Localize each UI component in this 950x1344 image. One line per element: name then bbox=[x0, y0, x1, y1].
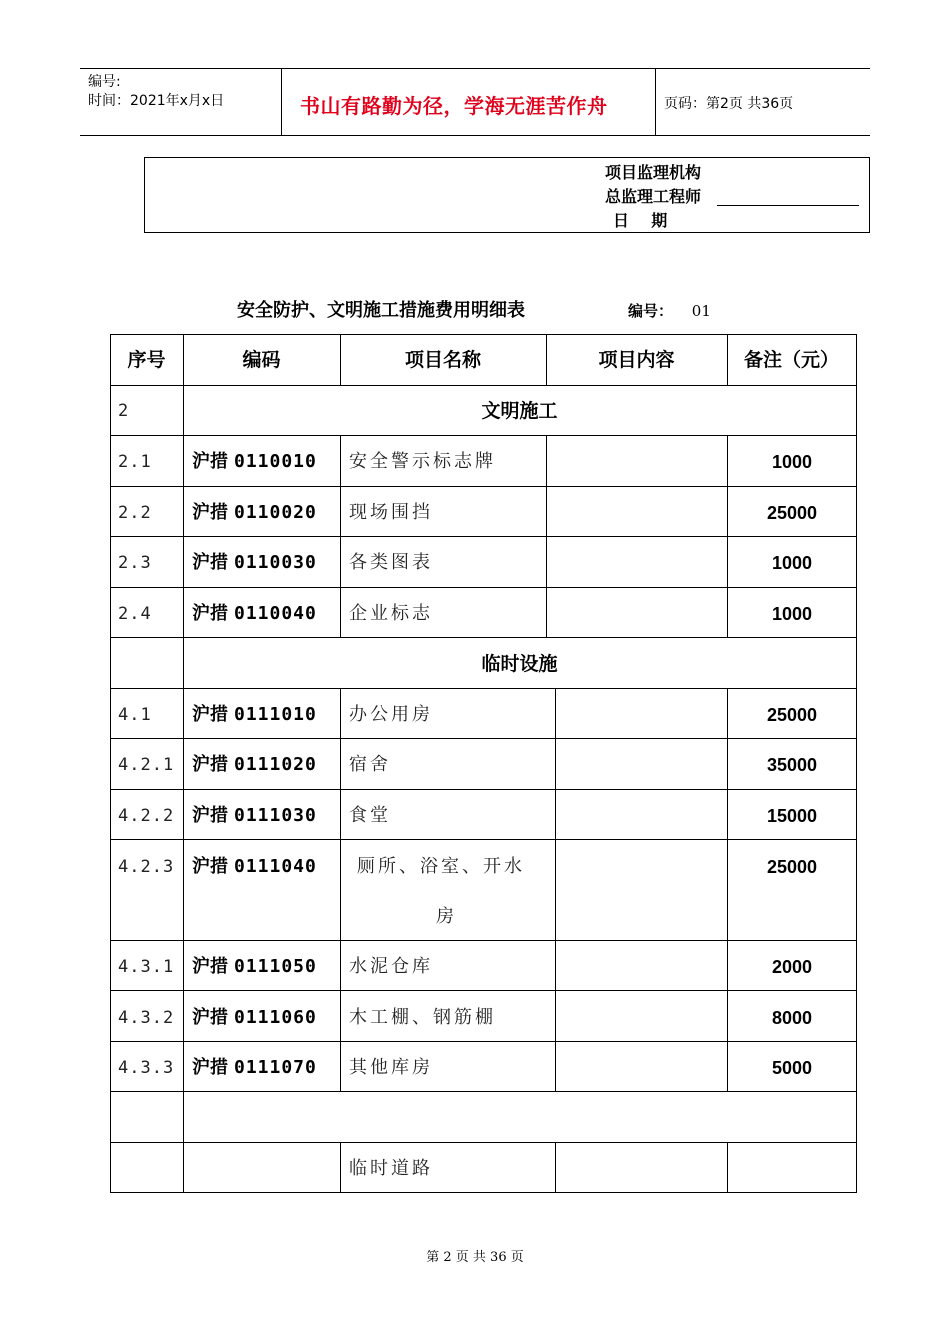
item-no: 2.1 bbox=[118, 452, 152, 472]
item-no: 4.3.3 bbox=[118, 1058, 175, 1078]
table-number bbox=[628, 300, 711, 321]
item-code-number: 0111030 bbox=[234, 805, 317, 826]
item-amount: 15000 bbox=[766, 806, 818, 826]
item-name: 办公用房 bbox=[349, 704, 433, 725]
col-header-content: 项目内容 bbox=[598, 349, 675, 371]
item-code-prefix: 沪措 bbox=[192, 1007, 228, 1028]
date-label: 日 期 bbox=[613, 211, 668, 230]
item-code bbox=[192, 589, 317, 639]
section-no: 2 bbox=[118, 401, 130, 421]
item-amount: 25000 bbox=[766, 857, 818, 877]
item-code-number: 0111050 bbox=[234, 956, 317, 977]
item-code-number: 0111060 bbox=[234, 1007, 317, 1028]
table-number-value: 01 bbox=[691, 302, 711, 320]
item-amount: 1000 bbox=[771, 603, 813, 624]
item-code bbox=[192, 1043, 317, 1093]
item-name: 安全警示标志牌 bbox=[349, 451, 496, 472]
header-time-label: 时间：2021年x月x日 bbox=[88, 93, 225, 109]
supervision-org-label: 项目监理机构 bbox=[605, 163, 702, 182]
signature-box bbox=[144, 157, 870, 233]
item-code-prefix: 沪措 bbox=[192, 956, 228, 977]
item-code-prefix: 沪措 bbox=[192, 704, 228, 725]
item-name: 食堂 bbox=[349, 805, 391, 826]
table-rule bbox=[340, 1142, 341, 1193]
item-code-number: 0110020 bbox=[234, 501, 317, 523]
item-amount: 25000 bbox=[766, 705, 818, 725]
header-divider bbox=[655, 68, 656, 136]
item-code-number: 0111040 bbox=[234, 856, 317, 877]
item-code-number: 0111020 bbox=[234, 754, 317, 775]
table-rule bbox=[555, 1142, 556, 1193]
item-name: 水泥仓库 bbox=[349, 956, 433, 977]
table-rule bbox=[110, 1192, 857, 1193]
item-name: 木工棚、钢筋棚 bbox=[349, 1007, 496, 1028]
item-no: 4.3.2 bbox=[118, 1008, 175, 1028]
signature-line bbox=[717, 205, 859, 206]
table-rule bbox=[856, 334, 857, 1193]
page-footer: 第 2 页 共 36 页 bbox=[426, 1250, 524, 1265]
item-amount: 5000 bbox=[771, 1058, 813, 1078]
item-no: 4.1 bbox=[118, 705, 152, 725]
table-rule bbox=[340, 688, 341, 1092]
item-name: 厕所、浴室、开水 bbox=[357, 856, 525, 877]
header-page-info: 页码：第2页 共36页 bbox=[664, 96, 794, 112]
item-code bbox=[192, 993, 317, 1043]
item-code bbox=[192, 842, 317, 892]
item-code-number: 0110030 bbox=[234, 552, 317, 573]
section-title: 临时设施 bbox=[481, 653, 558, 675]
table-rule bbox=[340, 435, 341, 638]
item-amount: 1000 bbox=[771, 553, 813, 573]
table-rule bbox=[183, 334, 184, 1193]
item-code-number: 0110010 bbox=[234, 451, 317, 472]
item-code bbox=[192, 942, 317, 992]
item-code bbox=[192, 437, 317, 487]
item-code bbox=[192, 538, 317, 588]
item-amount: 25000 bbox=[766, 502, 818, 523]
item-code-prefix: 沪措 bbox=[192, 1057, 228, 1078]
item-amount: 35000 bbox=[766, 755, 818, 775]
item-code bbox=[192, 791, 317, 841]
item-no: 4.2.1 bbox=[118, 755, 175, 775]
header-top-rule bbox=[80, 68, 870, 69]
item-name: 临时道路 bbox=[349, 1158, 433, 1179]
header-divider bbox=[281, 68, 282, 136]
table-rule bbox=[555, 688, 556, 1092]
item-no: 2.4 bbox=[118, 603, 152, 624]
header-motto: 书山有路勤为径，学海无涯苦作舟 bbox=[300, 94, 608, 118]
item-code-prefix: 沪措 bbox=[192, 501, 228, 523]
item-code bbox=[192, 488, 317, 538]
item-code-prefix: 沪措 bbox=[192, 451, 228, 472]
table-number-label: 编号： bbox=[628, 302, 674, 320]
table-rule bbox=[546, 435, 547, 638]
item-amount: 8000 bbox=[771, 1008, 813, 1028]
item-code-prefix: 沪措 bbox=[192, 602, 228, 624]
table-rule bbox=[110, 334, 111, 1193]
table-rule bbox=[110, 940, 857, 941]
item-amount: 2000 bbox=[771, 957, 813, 977]
table-title: 安全防护、文明施工措施费用明细表 bbox=[237, 300, 525, 321]
item-code-prefix: 沪措 bbox=[192, 754, 228, 775]
item-name: 各类图表 bbox=[349, 552, 433, 573]
item-code-number: 0111010 bbox=[234, 704, 317, 725]
item-name-continued: 房 bbox=[436, 906, 457, 927]
item-name: 宿舍 bbox=[349, 754, 391, 775]
item-code-prefix: 沪措 bbox=[192, 805, 228, 826]
col-header-no: 序号 bbox=[127, 349, 166, 371]
item-code bbox=[192, 690, 317, 740]
item-no: 2.3 bbox=[118, 553, 152, 573]
chief-engineer-label: 总监理工程师 bbox=[605, 187, 702, 206]
item-code-prefix: 沪措 bbox=[192, 552, 228, 573]
item-code-number: 0110040 bbox=[234, 602, 317, 624]
item-name: 其他库房 bbox=[349, 1057, 433, 1078]
item-name: 现场围挡 bbox=[349, 501, 433, 523]
item-amount: 1000 bbox=[771, 452, 813, 472]
item-name: 企业标志 bbox=[349, 602, 433, 624]
item-no: 4.3.1 bbox=[118, 957, 175, 977]
header-number-label: 编号: bbox=[88, 74, 121, 90]
col-header-name: 项目名称 bbox=[404, 349, 481, 371]
header-bottom-rule bbox=[80, 135, 870, 136]
item-no: 4.2.2 bbox=[118, 806, 175, 826]
table-rule bbox=[727, 1142, 728, 1193]
col-header-remark: 备注（元） bbox=[743, 349, 839, 371]
section-title: 文明施工 bbox=[481, 400, 558, 422]
item-code-prefix: 沪措 bbox=[192, 856, 228, 877]
item-code-number: 0111070 bbox=[234, 1057, 317, 1078]
table-rule bbox=[110, 1142, 857, 1143]
col-header-code: 编码 bbox=[242, 349, 281, 371]
item-no: 4.2.3 bbox=[118, 857, 175, 877]
item-code bbox=[192, 740, 317, 790]
item-no: 2.2 bbox=[118, 502, 152, 523]
